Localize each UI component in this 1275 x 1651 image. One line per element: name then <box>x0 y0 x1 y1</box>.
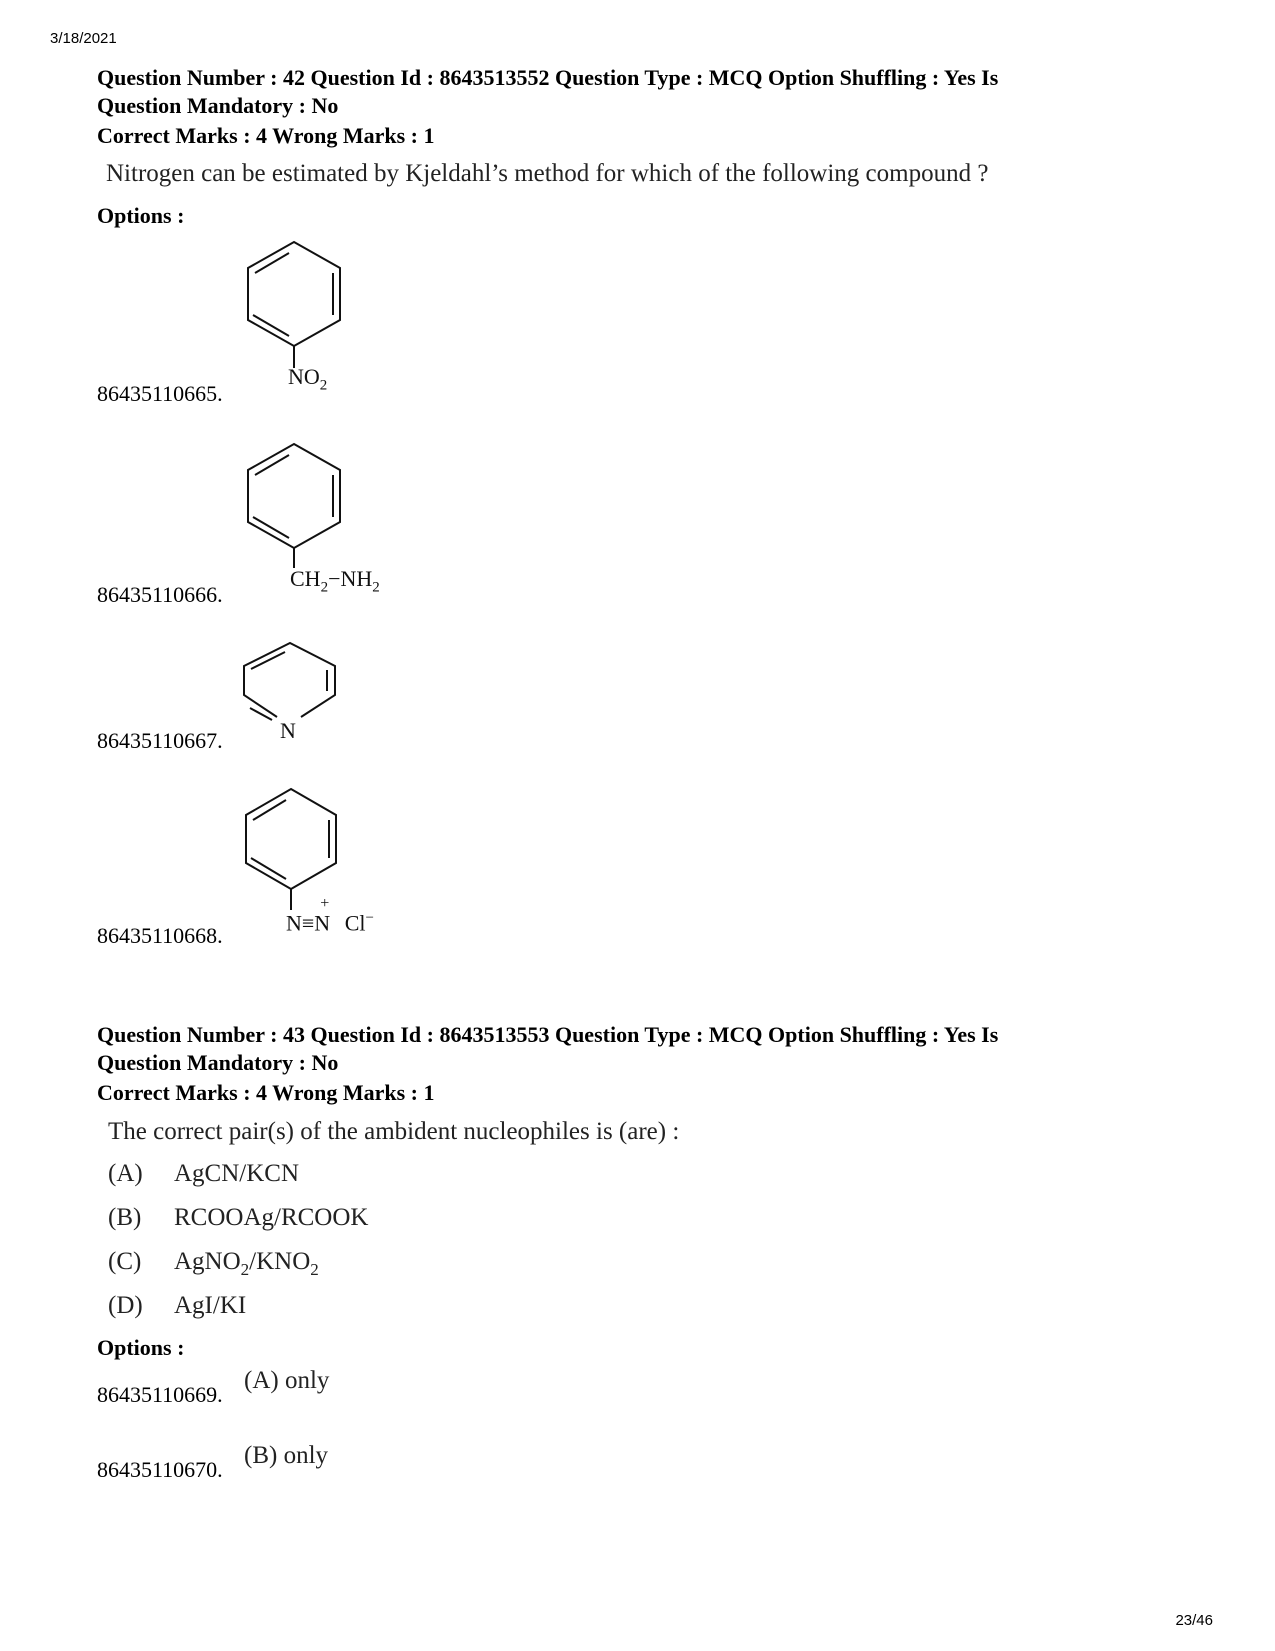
statement-item: (C) $AgNO_2/KNO_2$ <box>108 1248 319 1279</box>
question-meta-line1: Question Number : 43 Question Id : 8643513553 Question Type : MCQ Option Shuffling : Yes Is <box>97 1022 999 1047</box>
charge-label: + <box>320 895 330 913</box>
option-id: 86435110670. <box>97 1457 223 1482</box>
question-text: Nitrogen can be estimated by Kjeldahl’s method for which of the following compound ? <box>106 160 989 187</box>
question-meta-line1: Question Number : 42 Question Id : 8643513552 Question Type : MCQ Option Shuffling : Yes Is <box>97 65 999 90</box>
aminomethyl-group-label: $CH_2-NH_2$ <box>290 566 380 596</box>
statement-item: (D) AgI/KI <box>108 1292 247 1319</box>
question-marks: Correct Marks : 4 Wrong Marks : 1 <box>97 1080 435 1105</box>
question-meta-line2: Question Mandatory : No <box>97 93 339 118</box>
page-number: 23/46 <box>1175 1612 1213 1629</box>
statement-item: (B) RCOOAg/RCOOK <box>108 1204 369 1231</box>
benzene-ring-icon <box>0 0 1 1</box>
question-meta <box>97 64 998 120</box>
pyridine-nitrogen-label: N <box>280 718 296 743</box>
option-id: 86435110665. <box>97 381 223 406</box>
option-id: 86435110669. <box>97 1382 223 1407</box>
option-text: (A) only <box>244 1367 330 1394</box>
print-date: 3/18/2021 <box>50 30 117 47</box>
options-label: Options : <box>97 1335 185 1360</box>
question-meta <box>97 1021 998 1077</box>
option-id: 86435110668. <box>97 923 223 948</box>
diazonium-group-label: N≡N+ Cl− <box>286 895 374 936</box>
option-id: 86435110666. <box>97 582 223 607</box>
nitro-group-label: $NO_2$ <box>288 364 328 394</box>
options-label: Options : <box>97 203 185 228</box>
question-meta-line2: Question Mandatory : No <box>97 1050 339 1075</box>
question-text: The correct pair(s) of the ambident nucleophiles is (are) : <box>108 1118 680 1145</box>
option-text: (B) only <box>244 1442 329 1469</box>
question-marks: Correct Marks : 4 Wrong Marks : 1 <box>97 123 435 148</box>
option-id: 86435110667. <box>97 728 223 753</box>
statement-item: (A) AgCN/KCN <box>108 1160 300 1187</box>
